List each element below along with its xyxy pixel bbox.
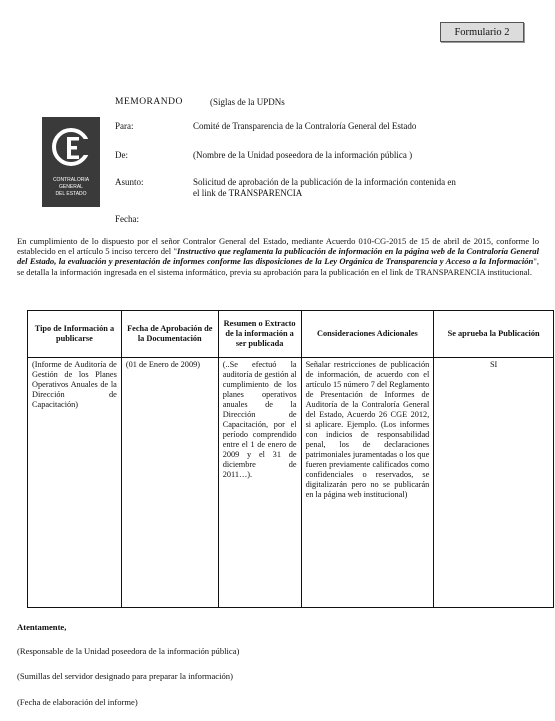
header-tipo: Tipo de Información a publicarse <box>28 311 122 358</box>
memo-title: MEMORANDO <box>115 97 183 107</box>
cell-fecha: (01 de Enero de 2009) <box>121 358 218 608</box>
cell-consideraciones: Señalar restricciones de publicación de información, de acuerdo con el artículo 15 número 7 del Reglamento de Presentación de Informes de Auditoría de la Contraloría General del Estado, Acuerdo 26 CGE 2012, si aplicare. Ejemplo. (Los informes con indicios de responsabilidad penal, los de declaraciones patrimoniales juramentadas o los que fueren previamente calificados como confidenciales o reservados, se digitalizarán pero no se publicarán en la página web institucional) <box>301 358 434 608</box>
fecha-label: Fecha: <box>115 214 139 224</box>
intro-part-1: En cumplimiento de lo dispuesto por el señor Contralor General del Estado, mediante Acuerdo 010-CG-2015 de 15 de abril de 2015, conforme lo establecido en el artículo 5 inciso tercero del " <box>17 236 539 257</box>
closing-responsable: (Responsable de la Unidad poseedora de la información pública) <box>17 646 240 656</box>
cge-logo <box>42 117 100 207</box>
memo-code: (Siglas de la UPDNs <box>210 97 285 107</box>
de-value: (Nombre de la Unidad poseedora de la información pública ) <box>193 150 413 160</box>
logo-line-3: DEL ESTADO <box>55 191 87 197</box>
para-value: Comité de Transparencia de la Contraloría General del Estado <box>193 121 417 131</box>
header-resumen: Resumen o Extracto de la información a ser publicada <box>218 311 301 358</box>
header-fecha: Fecha de Aprobación de la Documentación <box>121 311 218 358</box>
intro-italic-title: Instructivo que reglamenta la publicación de información en la página web de la Contraloría General del Estado, la evaluación y presentación de informes conforme las disposiciones de la Ley Orgánica de Transparencia y Acceso a la Información <box>17 246 539 267</box>
form-badge: Formulario 2 <box>440 22 524 42</box>
logo-line-1: CONTRALORIA <box>52 177 90 183</box>
cell-resumen: (..Se efectuó la auditoría de gestión al cumplimiento de los planes operativos anuales de la Dirección de Capacitación, por el período comprendido entre el 1 de enero de 2009 y el 31 de diciembre de 2011…). <box>218 358 301 608</box>
table-header-row <box>28 311 554 358</box>
para-label: Para: <box>115 121 134 131</box>
cell-aprueba: SI <box>434 358 554 608</box>
header-aprueba: Se aprueba la Publicación <box>434 311 554 358</box>
header-consideraciones: Consideraciones Adicionales <box>301 311 434 358</box>
de-label: De: <box>115 150 128 160</box>
table-row <box>28 358 554 608</box>
closing-sumillas: (Sumillas del servidor designado para preparar la información) <box>17 671 233 681</box>
logo-line-2: GENERAL <box>59 184 83 190</box>
closing-atentamente: Atentamente, <box>17 622 67 632</box>
cell-tipo: (Informe de Auditoría de Gestión de los Planes Operativos Anuales de la Dirección de Capacitación) <box>28 358 122 608</box>
closing-fecha: (Fecha de elaboración del informe) <box>17 697 138 707</box>
publication-table <box>27 310 554 608</box>
asunto-label: Asunto: <box>115 177 144 187</box>
intro-paragraph <box>17 236 539 277</box>
asunto-value: Solicitud de aprobación de la publicación de la información contenida en el link de TRANSPARENCIA <box>193 177 456 198</box>
intro-part-2: ", se detalla la información ingresada en el sistema informático, previa su aprobación para la publicación en el link de TRANSPARENCIA institucional. <box>17 256 539 277</box>
